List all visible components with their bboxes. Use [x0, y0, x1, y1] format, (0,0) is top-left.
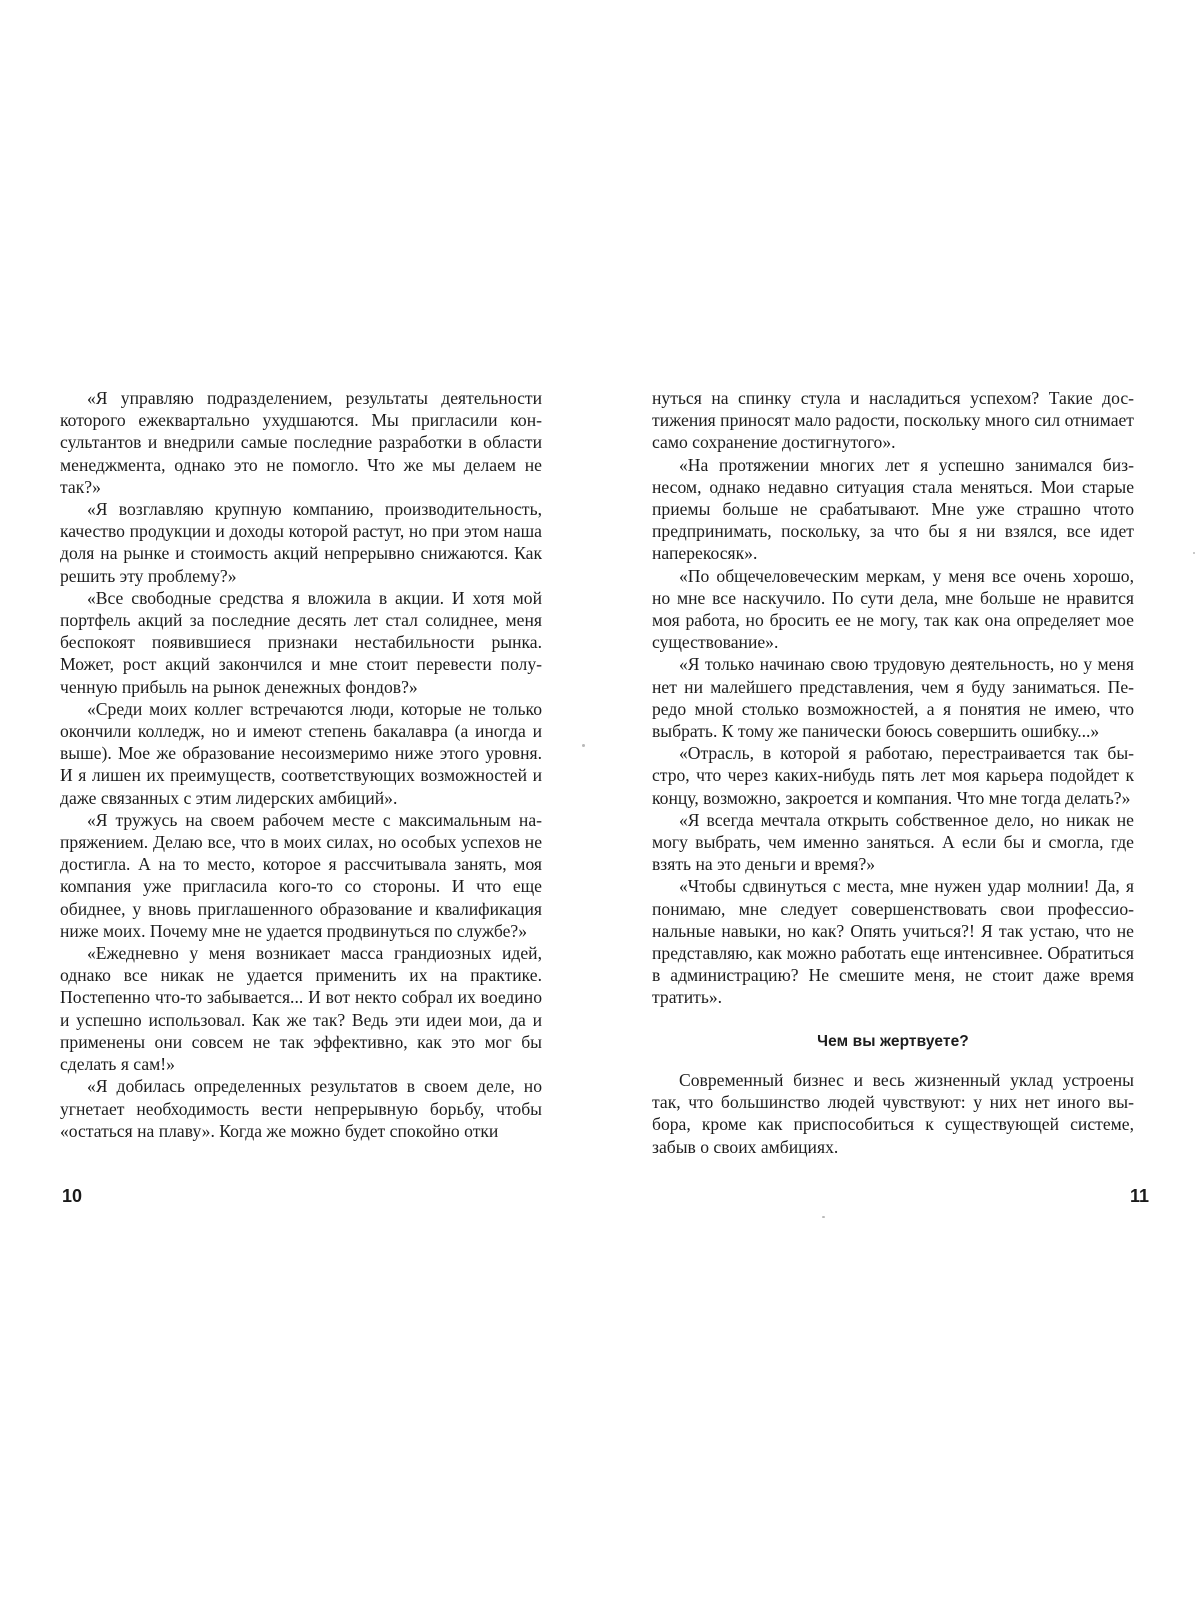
- page-number: 11: [1130, 1186, 1150, 1206]
- paragraph: «Чтобы сдвинуться с места, мне нужен удар молнии! Да, я понимаю, мне следует совершенствовать свои профессиональные навыки, но как? Опять учиться?! Я так устаю, что не представляю, как можно работать еще интенсивнее. Обратиться в администрацию? Не смешите меня, не стоит даже время тратить».: [652, 876, 1134, 1008]
- scan-speck: [1193, 552, 1195, 554]
- right-page: [600, 0, 1200, 1600]
- right-page-text: [652, 387, 1134, 1158]
- scan-speck: [582, 744, 585, 747]
- paragraph: «Я тружусь на своем рабочем месте с максимальным напряжением. Делаю все, что в моих силах, но особых успехов не достигла. А на то место, которое я рассчитывала занять, моя компания уже пригласила кого-то со стороны. И что еще обиднее, у вновь приглашенного образование и квалификация ниже моих. Почему мне не удается продвинуться по службе?»: [60, 809, 542, 941]
- paragraph: «Я возглавляю крупную компанию, производительность, качество продукции и доходы которой растут, но при этом наша доля на рынке и стоимость акций непрерывно снижаются. Как решить эту проблему?»: [60, 499, 542, 586]
- section-heading: Чем вы жертвуете?: [817, 1032, 969, 1050]
- paragraph: «Я добилась определенных результатов в своем деле, но угнетает необходимость вести непрерывную борьбу, чтобы «остаться на плаву». Когда же можно будет спокойно отки: [60, 1076, 542, 1141]
- left-page-text: [60, 387, 542, 1142]
- page-number: 10: [62, 1186, 83, 1206]
- paragraph: «По общечеловеческим меркам, у меня все очень хорошо, но мне все наскучило. По сути дела, мне больше не нравится моя работа, но бросить ее не могу, так как она определяет мое существование».: [652, 565, 1134, 653]
- paragraph: «Я только начинаю свою трудовую деятельность, но у меня нет ни малейшего представления, чем я буду заниматься. Передо мной столько возможностей, а я понятия не имею, что выбрать. К тому же панически боюсь совершить ошибку...»: [652, 654, 1134, 742]
- paragraph: «Ежедневно у меня возникает масса грандиозных идей, однако все никак не удается применить их на практике. Постепенно что-то забывается... И вот некто собрал их воедино и успешно использовал. Как же так? Ведь эти идеи мои, да и применены они совсем не так эффективно, как это мог бы сделать я сам!»: [60, 943, 542, 1075]
- paragraph: «Я всегда мечтала открыть собственное дело, но никак не могу выбрать, чем именно заняться. А если бы и смогла, где взять на это деньги и время?»: [652, 809, 1134, 875]
- scan-speck: [822, 1216, 825, 1218]
- paragraph: «На протяжении многих лет я успешно занимался бизнесом, однако недавно ситуация стала меняться. Мои старые приемы больше не срабатывают. Мне уже страшно чтото предпринимать, поскольку, за что бы я ни взялся, все идет наперекосяк».: [652, 454, 1134, 564]
- paragraph: «Отрасль, в которой я работаю, перестраивается так быстро, что через каких-нибудь пять лет моя карьера подойдет к концу, возможно, закроется и компания. Что мне тогда делать?»: [652, 743, 1134, 808]
- paragraph: «Среди моих коллег встречаются люди, которые не только окончили колледж, но и имеют степень бакалавра (а иногда и выше). Мое же образование несоизмеримо ниже этого уровня. И я лишен их преимуществ, соответствующих возможностей и даже связанных с этим лидерских амбиций».: [60, 698, 542, 808]
- paragraph: Современный бизнес и весь жизненный уклад устроены так, что большинство людей чувствуют: у них нет иного выбора, кроме как приспособиться к существующей системе, забыв о своих амбициях.: [652, 1069, 1134, 1157]
- paragraph-continuation: нуться на спинку стула и насладиться успехом? Такие достижения приносят мало радости, поскольку много сил отнимает само сохранение достигнутого».: [652, 388, 1134, 453]
- paragraph: «Я управляю подразделением, результаты деятельности которого ежеквартально ухудшаются. Мы пригласили консультантов и внедрили самые последние разработки в области менеджмента, однако это не помогло. Что же мы делаем не так?»: [60, 388, 542, 497]
- paragraph: «Все свободные средства я вложила в акции. И хотя мой портфель акций за последние десять лет стал солиднее, меня беспокоят появившиеся признаки нестабильности рынка. Может, рост акций закончился и мне стоит перевести полученную прибыль на рынок денежных фондов?»: [60, 587, 542, 697]
